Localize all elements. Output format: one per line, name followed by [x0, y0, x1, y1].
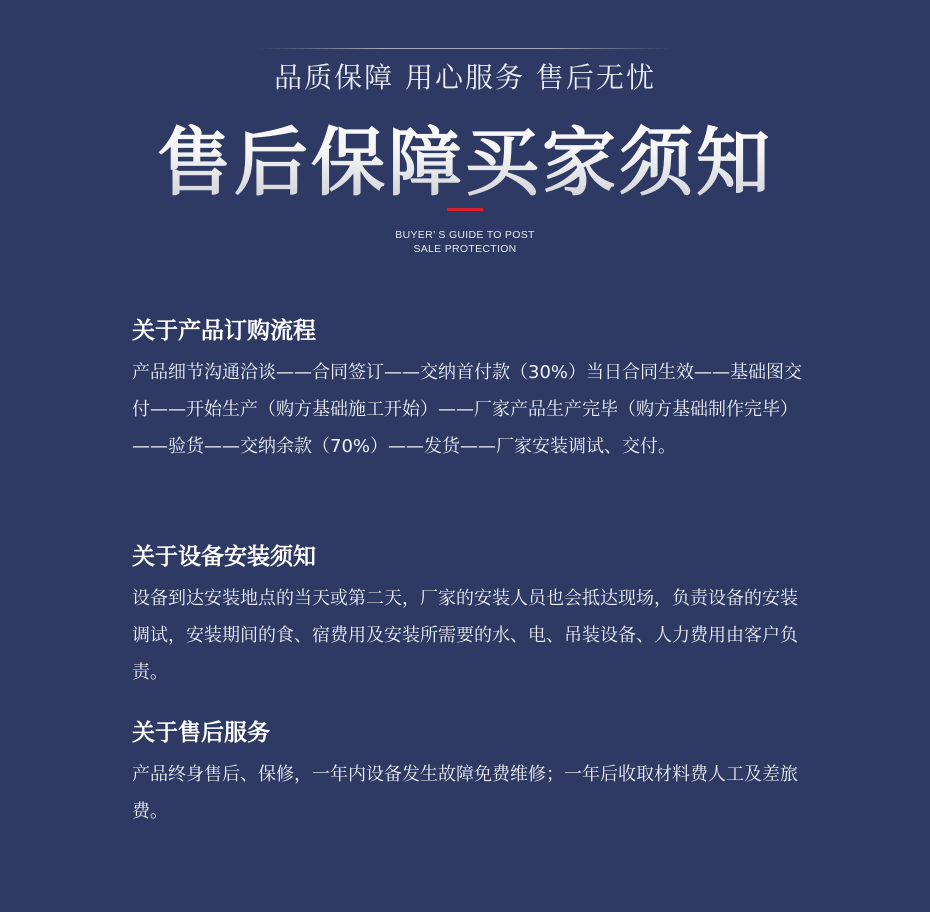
- section-heading: 关于产品订购流程: [132, 318, 316, 344]
- section-installation-notice: [132, 542, 812, 691]
- accent-divider: [447, 208, 483, 211]
- section-body: 产品终身售后、保修，一年内设备发生故障免费维修；一年后收取材料费人工及差旅费。: [132, 764, 798, 822]
- tagline: 品质保障 用心服务 售后无忧: [274, 61, 656, 94]
- english-subtitle: [0, 228, 930, 256]
- section-ordering-process: [132, 316, 812, 465]
- english-subtitle-line-2: SALE PROTECTION: [413, 243, 517, 255]
- section-heading: 关于设备安装须知: [132, 544, 316, 570]
- section-body: 设备到达安装地点的当天或第二天，厂家的安装人员也会抵达现场，负责设备的安装调试，安装期间的食、宿费用及安装所需要的水、电、吊装设备、人力费用由客户负责。: [132, 588, 798, 683]
- page-title: 售后保障买家须知: [0, 104, 930, 210]
- section-body: 产品细节沟通洽谈——合同签订——交纳首付款（30%）当日合同生效——基础图交付——开始生产（购方基础施工开始）——厂家产品生产完毕（购方基础制作完毕）——验货——交纳余款（70%）——发货——厂家安装调试、交付。: [132, 362, 803, 457]
- tagline-divider: [258, 48, 672, 49]
- section-heading: 关于售后服务: [132, 720, 270, 746]
- english-subtitle-line-1: BUYER’ S GUIDE TO POST: [395, 229, 535, 241]
- tagline-block: [0, 44, 930, 94]
- section-after-sales-service: [132, 718, 812, 830]
